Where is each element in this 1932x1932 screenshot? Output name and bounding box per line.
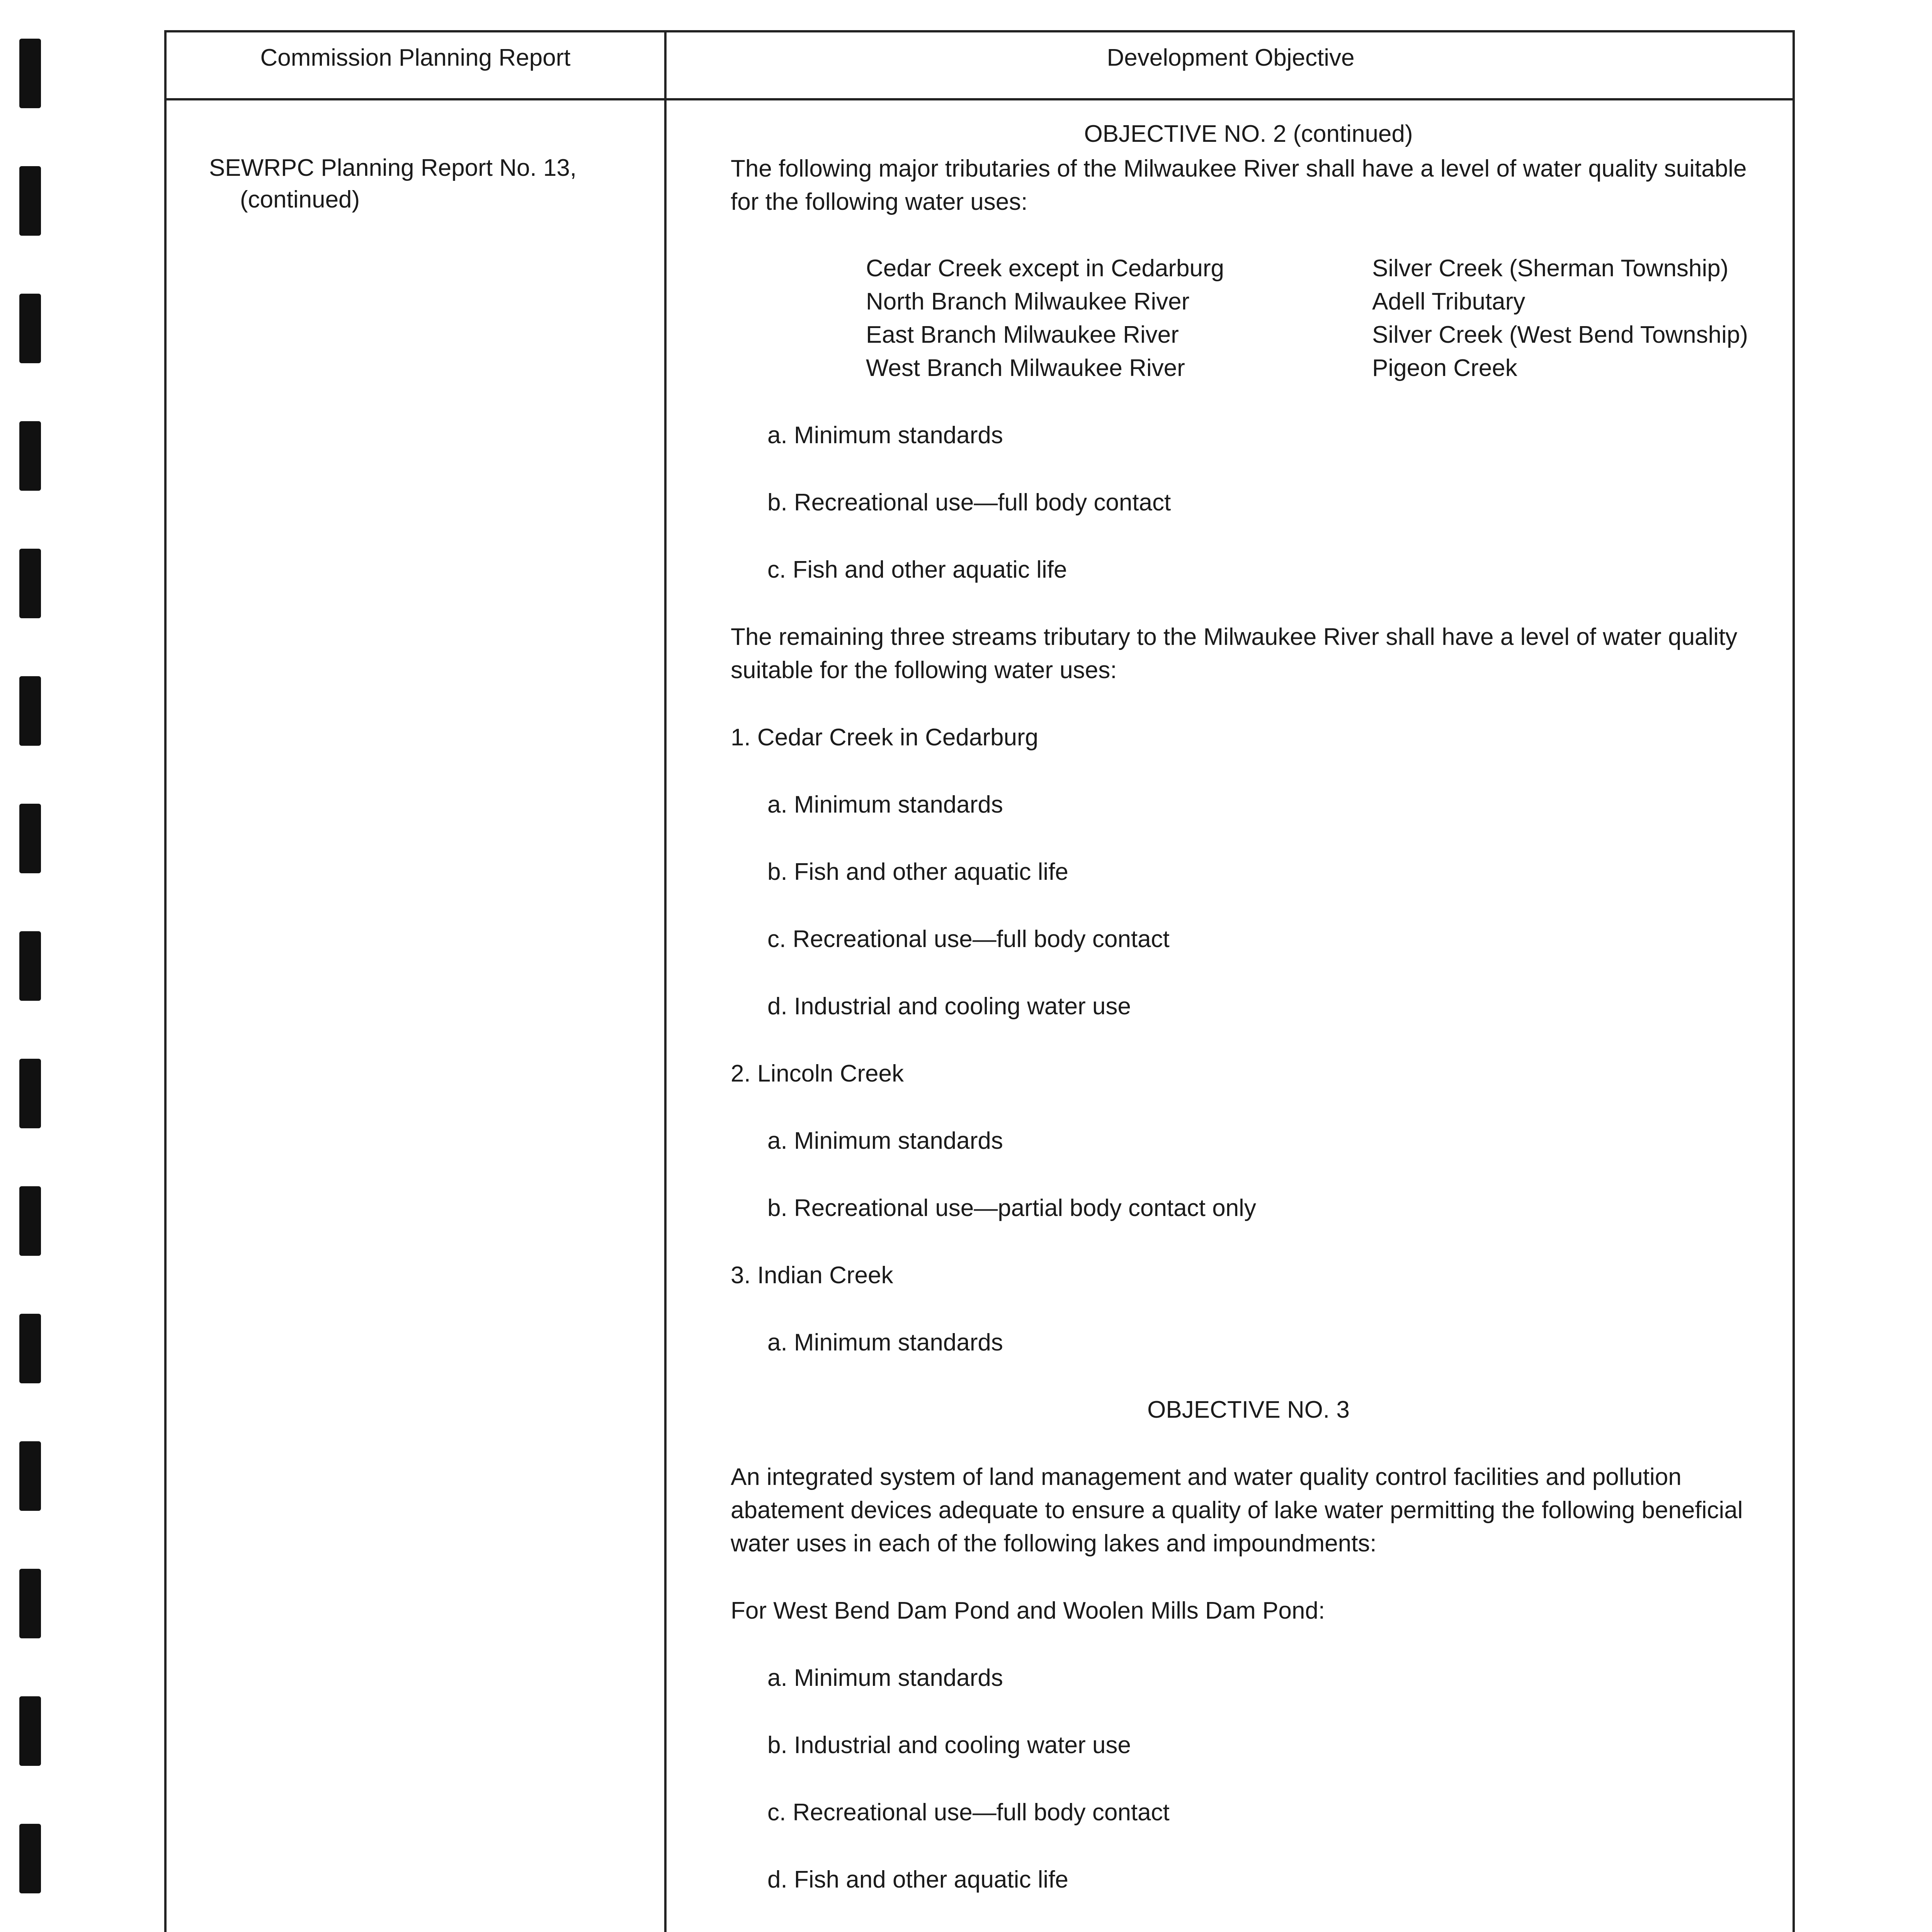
use-item: d. Fish and other aquatic life <box>767 1866 1068 1893</box>
objective-content <box>731 117 1766 1932</box>
tributary-item: Silver Creek (West Bend Township) <box>1372 321 1748 348</box>
stream-name: 2. Lincoln Creek <box>731 1060 904 1087</box>
objective-2-intro: The following major tributaries of the Milwaukee River shall have a level of water quality suitable for the following water uses: <box>731 155 1747 215</box>
binding-hole <box>19 166 41 236</box>
header-divider <box>167 98 1793 100</box>
use-item: d. Industrial and cooling water use <box>767 993 1131 1020</box>
use-item: a. Minimum standards <box>767 1665 1003 1691</box>
binding-hole <box>19 1314 41 1383</box>
tributary-item: East Branch Milwaukee River <box>866 321 1179 348</box>
column-divider <box>664 32 667 1932</box>
binding-hole <box>19 1569 41 1638</box>
use-item: a. Minimum standards <box>767 1329 1003 1356</box>
use-item: a. Minimum standards <box>767 422 1003 449</box>
use-item: b. Recreational use—partial body contact only <box>767 1195 1256 1221</box>
binding-hole <box>19 1441 41 1511</box>
use-item: c. Fish and other aquatic life <box>767 556 1067 583</box>
lake-group-label: For West Bend Dam Pond and Woolen Mills Dam Pond: <box>731 1597 1325 1624</box>
binding-hole <box>19 421 41 491</box>
use-item: a. Minimum standards <box>767 1128 1003 1154</box>
binding-hole <box>19 1186 41 1256</box>
tributary-list-col1 <box>866 252 1372 385</box>
binding-hole <box>19 39 41 108</box>
report-reference <box>209 152 653 216</box>
binding-hole <box>19 931 41 1001</box>
use-item: a. Minimum standards <box>767 791 1003 818</box>
stream-name: 1. Cedar Creek in Cedarburg <box>731 724 1039 751</box>
objective-2-heading: OBJECTIVE NO. 2 (continued) <box>1084 121 1413 147</box>
header-commission-planning-report: Commission Planning Report <box>260 44 571 71</box>
objective-3-heading: OBJECTIVE NO. 3 <box>1147 1396 1350 1423</box>
tributary-item: Pigeon Creek <box>1372 355 1517 381</box>
remaining-streams-intro: The remaining three streams tributary to the Milwaukee River shall have a level of water quality suitable for the following water uses: <box>731 624 1738 684</box>
binding-hole <box>19 1696 41 1766</box>
use-item: c. Recreational use—full body contact <box>767 926 1170 952</box>
tributary-item: Cedar Creek except in Cedarburg <box>866 255 1225 282</box>
report-continued: (continued) <box>240 186 360 213</box>
binding-hole <box>19 549 41 618</box>
use-item: c. Recreational use—full body contact <box>767 1799 1170 1826</box>
tributary-list-col2 <box>1372 252 1748 385</box>
table-frame <box>164 30 1795 1932</box>
header-development-objective: Development Objective <box>1107 44 1355 71</box>
use-item: b. Recreational use—full body contact <box>767 489 1171 516</box>
use-item <box>731 1930 1766 1932</box>
report-title: SEWRPC Planning Report No. 13, <box>209 155 577 181</box>
binding-hole <box>19 1059 41 1128</box>
objective-3-intro: An integrated system of land management and water quality control facilities and pollution abatement devices adequate to ensure a quality of lake water permitting the following beneficial water uses in each of the following lakes and impoundments: <box>731 1464 1743 1557</box>
binding-hole <box>19 1824 41 1893</box>
stream-name: 3. Indian Creek <box>731 1262 893 1289</box>
binding-hole <box>19 804 41 873</box>
use-item: b. Industrial and cooling water use <box>767 1732 1131 1759</box>
tributary-item: Silver Creek (Sherman Township) <box>1372 255 1729 282</box>
use-item: b. Fish and other aquatic life <box>767 859 1068 885</box>
binding-hole <box>19 294 41 363</box>
tributary-list <box>731 252 1766 385</box>
tributary-item: North Branch Milwaukee River <box>866 288 1190 315</box>
tributary-item: Adell Tributary <box>1372 288 1526 315</box>
tributary-item: West Branch Milwaukee River <box>866 355 1185 381</box>
binding-hole <box>19 676 41 746</box>
